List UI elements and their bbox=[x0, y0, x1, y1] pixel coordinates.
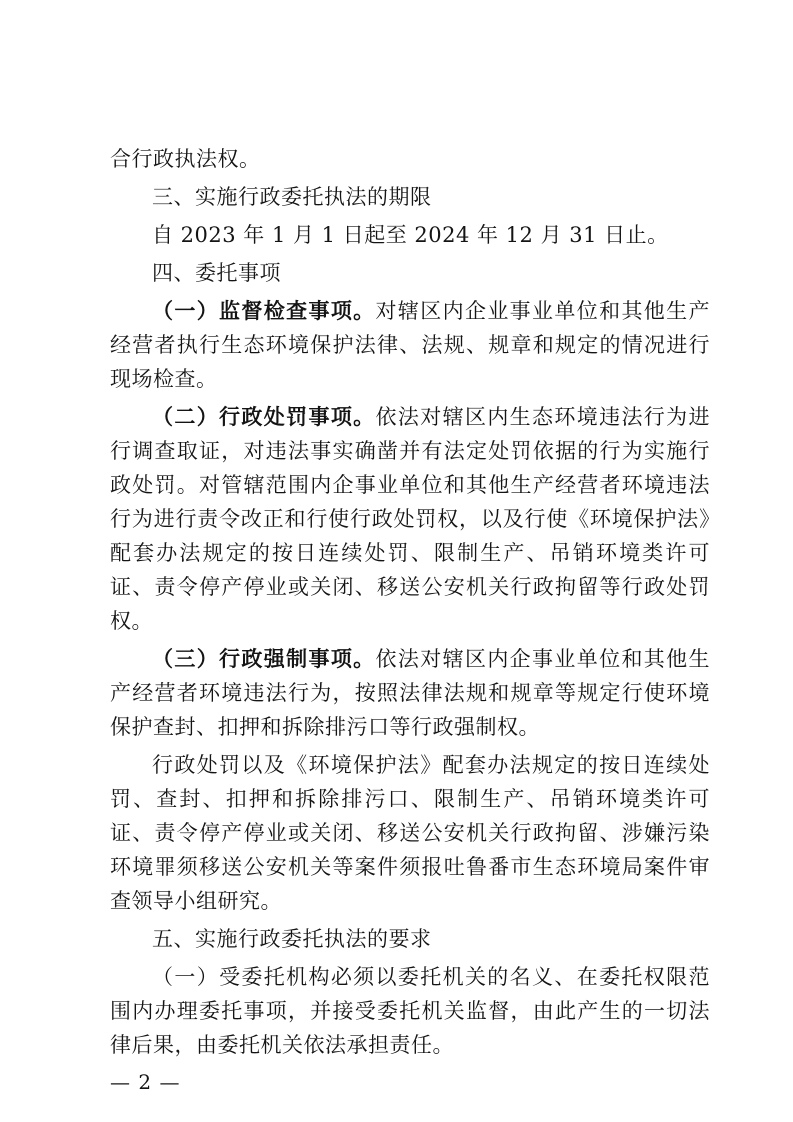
page-number: — 2 — bbox=[110, 1070, 181, 1094]
paragraph-text: 自 2023 年 1 月 1 日起至 2024 年 12 月 31 日止。 bbox=[152, 223, 669, 247]
section-heading-5 bbox=[110, 922, 710, 956]
paragraph-text: 合行政执法权。 bbox=[110, 147, 261, 171]
section-heading-3 bbox=[110, 180, 710, 214]
document-body bbox=[110, 142, 710, 1062]
heading-text: 五、实施行政委托执法的要求 bbox=[152, 927, 432, 951]
paragraph-period bbox=[110, 218, 710, 252]
paragraph-requirement-1 bbox=[110, 960, 710, 1062]
section-heading-4 bbox=[110, 256, 710, 290]
paragraph-enforcement bbox=[110, 642, 710, 744]
paragraph-lead: （一）监督检查事项。 bbox=[152, 298, 376, 323]
paragraph-lead: （二）行政处罚事项。 bbox=[152, 404, 376, 429]
paragraph-review bbox=[110, 748, 710, 918]
paragraph-continuation bbox=[110, 142, 710, 176]
paragraph-lead: （三）行政强制事项。 bbox=[152, 646, 376, 671]
paragraph-text: 依法对辖区内生态环境违法行为进行调查取证，对违法事实确凿并有法定处罚依据的行为实施行政处罚。对管辖范围内企事业单位和其他生产经营者环境违法行为进行责令改正和行使行政处罚权，以及行使《环境保护法》配套办法规定的按日连续处罚、限制生产、吊销环境类许可证、责令停产停业或关闭、移送公安机关行政拘留等行政处罚权。 bbox=[110, 405, 711, 633]
paragraph-supervision bbox=[110, 294, 710, 396]
paragraph-text: 依法对辖区内企事业单位和其他生产经营者环境违法行为，按照法律法规和规章等规定行使环境保护查封、扣押和拆除排污口等行政强制权。 bbox=[110, 647, 711, 739]
paragraph-text: 行政处罚以及《环境保护法》配套办法规定的按日连续处罚、查封、扣押和拆除排污口、限制生产、吊销环境类许可证、责令停产停业或关闭、移送公安机关行政拘留、涉嫌污染环境罪须移送公安机关等案件须报吐鲁番市生态环境局案件审查领导小组研究。 bbox=[110, 753, 710, 913]
heading-text: 三、实施行政委托执法的期限 bbox=[152, 185, 432, 209]
heading-text: 四、委托事项 bbox=[152, 261, 281, 285]
paragraph-lead: （一） bbox=[152, 965, 220, 989]
paragraph-text: 对辖区内企业事业单位和其他生产经营者执行生态环境保护法律、法规、规章和规定的情况进行现场检查。 bbox=[110, 299, 711, 391]
paragraph-text: 受委托机构必须以委托机关的名义、在委托权限范围内办理委托事项，并接受委托机关监督，由此产生的一切法律后果，由委托机关依法承担责任。 bbox=[110, 965, 710, 1057]
paragraph-penalty bbox=[110, 400, 710, 638]
